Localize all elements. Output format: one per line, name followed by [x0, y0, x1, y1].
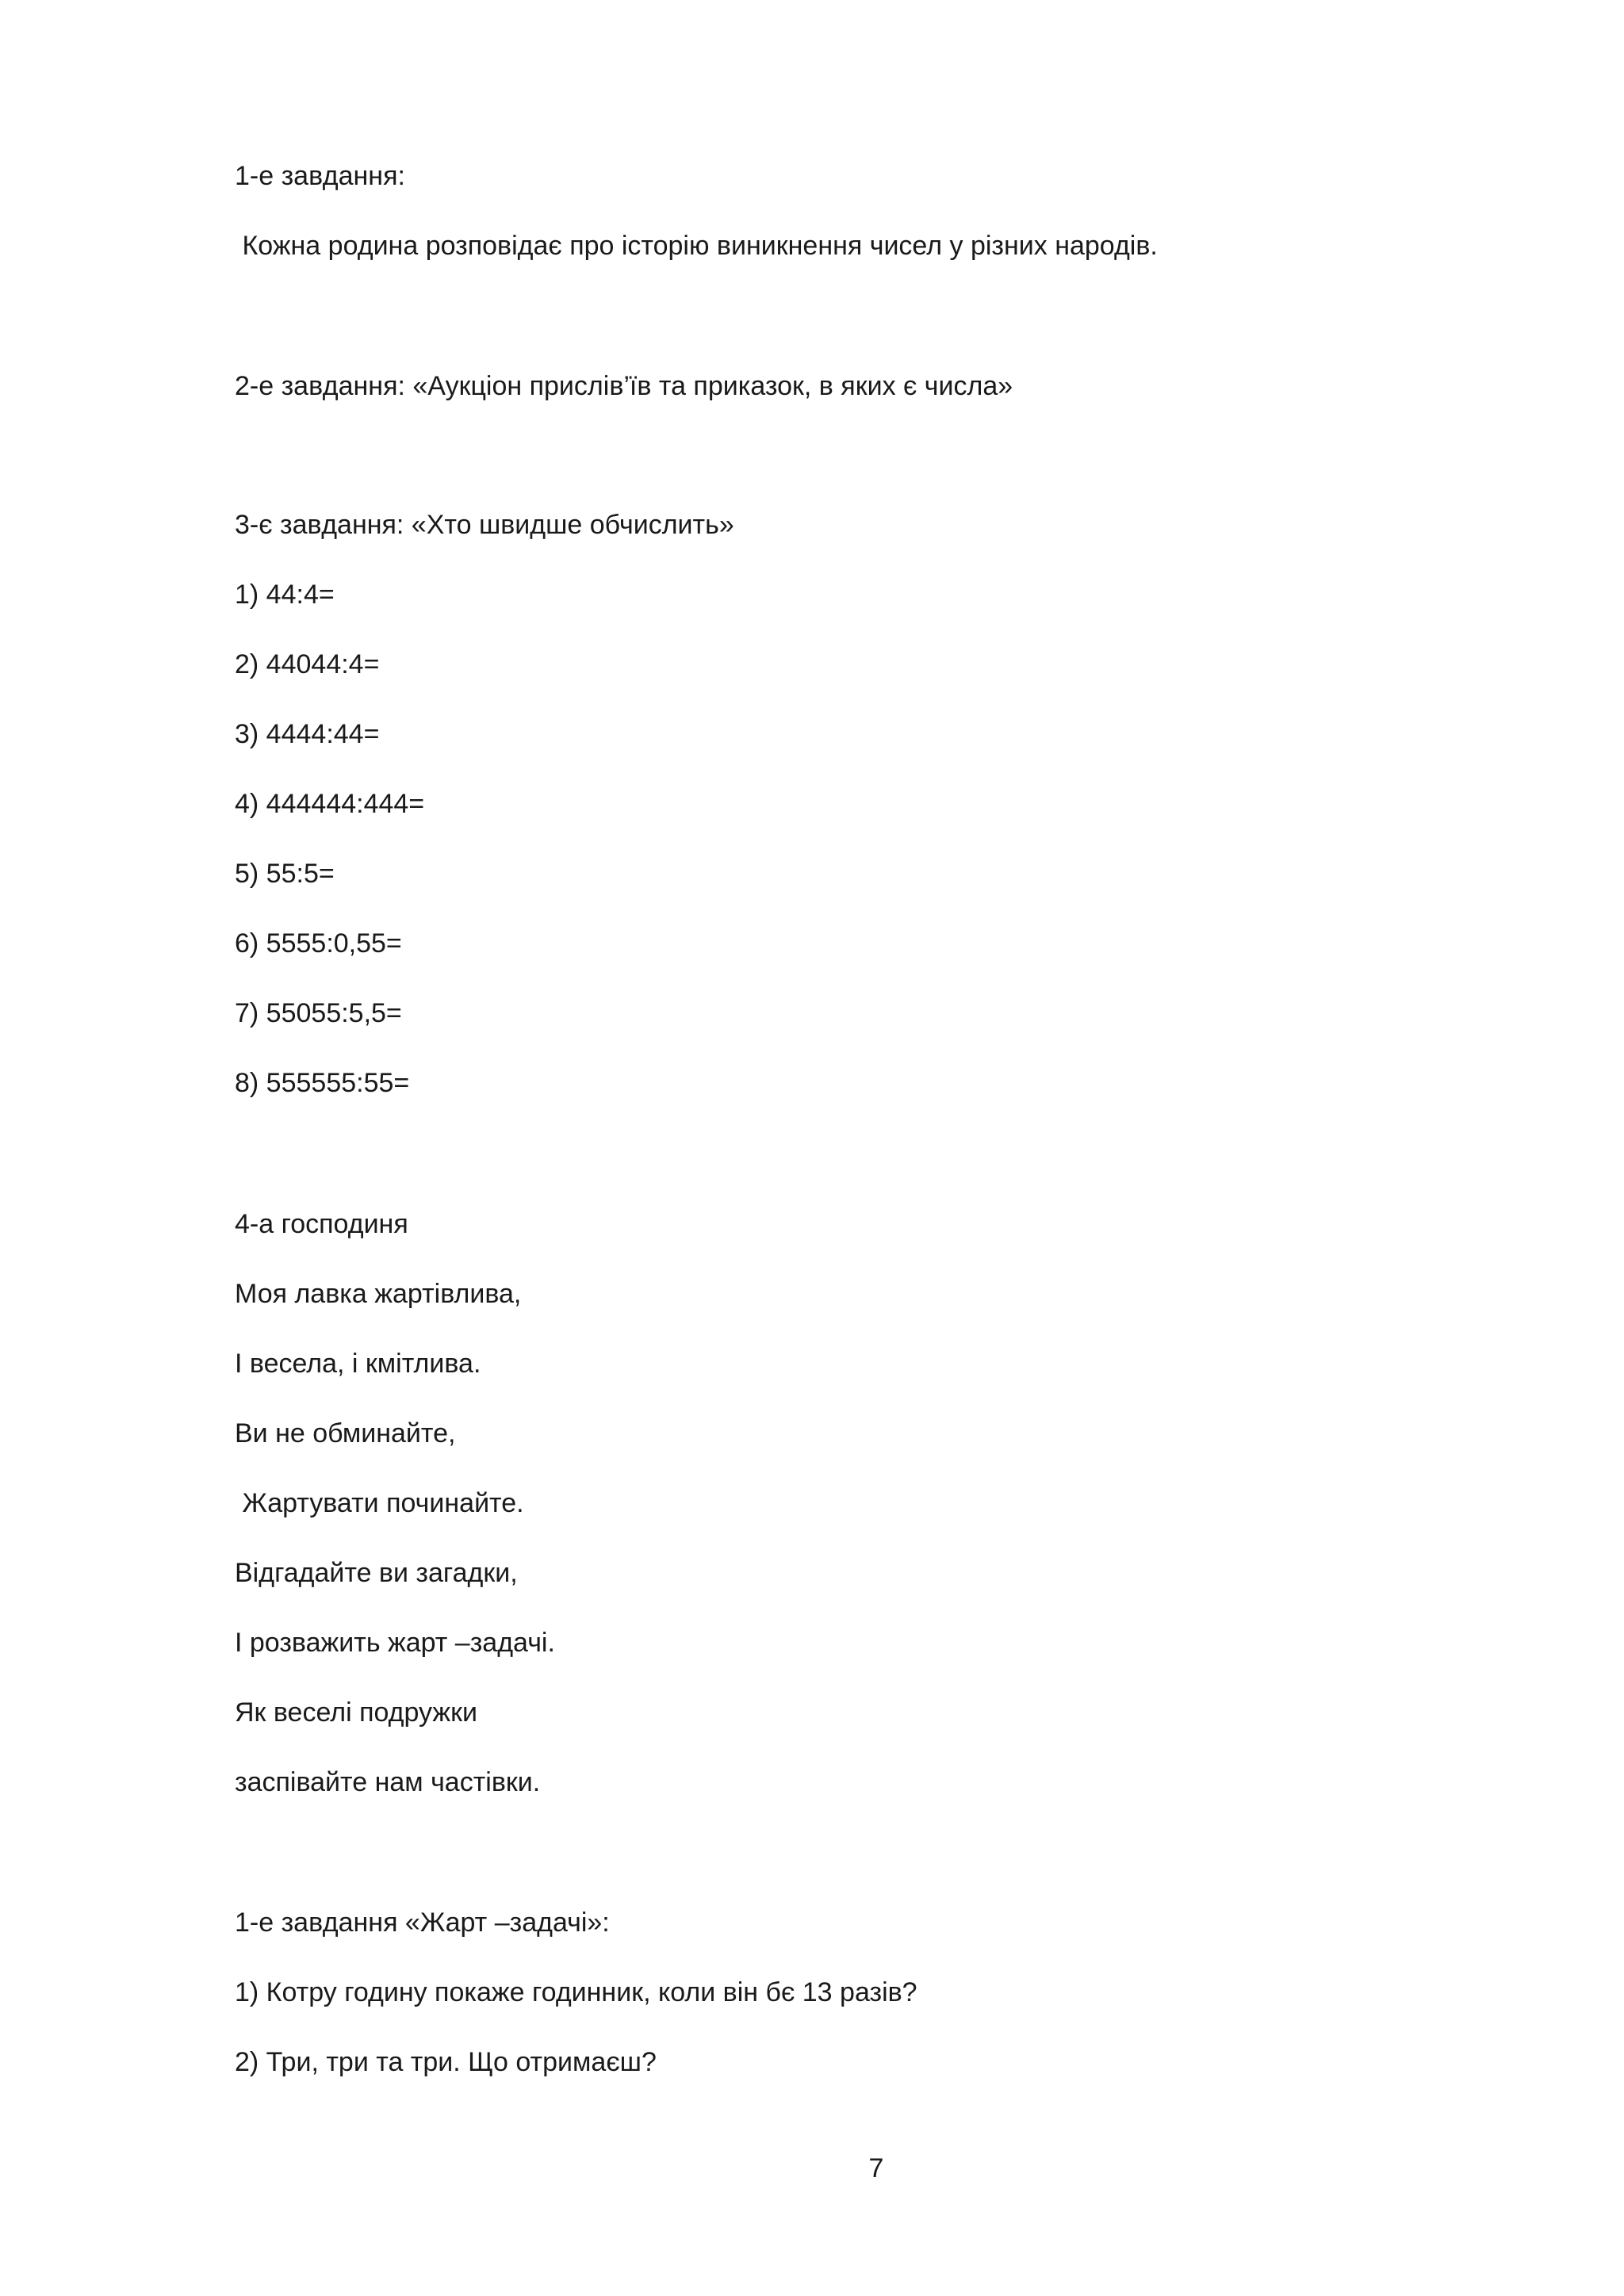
task-3-heading: 3-є завдання: «Хто швидше обчислить» — [235, 510, 734, 540]
exercise-6: 6) 5555:0,55= — [235, 928, 402, 959]
section-heading: 4-а господиня — [235, 1209, 408, 1239]
exercise-5: 5) 55:5= — [235, 859, 335, 889]
task-1-heading: 1-е завдання: — [235, 161, 405, 191]
task-1-text: Кожна родина розповідає про історію виникнення чисел у різних народів. — [235, 231, 1158, 261]
poem-line-1: Моя лавка жартівлива, — [235, 1279, 522, 1309]
poem-line-7: Як веселі подружки — [235, 1697, 478, 1728]
poem-line-2: І весела, і кмітлива. — [235, 1349, 481, 1379]
exercise-2: 2) 44044:4= — [235, 649, 380, 679]
exercise-3: 3) 4444:44= — [235, 719, 380, 749]
poem-line-6: І розважить жарт –задачі. — [235, 1628, 555, 1658]
joke-question-1: 1) Котру годину покаже годинник, коли він бє 13 разів? — [235, 1977, 917, 2007]
poem-line-8: заспівайте нам частівки. — [235, 1767, 541, 1797]
joke-question-2: 2) Три, три та три. Що отримаєш? — [235, 2047, 657, 2077]
poem-line-3: Ви не обминайте, — [235, 1418, 456, 1448]
exercise-4: 4) 444444:444= — [235, 789, 425, 819]
poem-line-4: Жартувати починайте. — [235, 1488, 524, 1518]
exercise-1: 1) 44:4= — [235, 580, 335, 610]
task-jokes-heading: 1-е завдання «Жарт –задачі»: — [235, 1908, 610, 1938]
poem-line-5: Відгадайте ви загадки, — [235, 1558, 518, 1588]
page-number: 7 — [868, 2153, 884, 2183]
task-2-heading: 2-е завдання: «Аукціон прислів’їв та приказок, в яких є числа» — [235, 371, 1013, 401]
exercise-7: 7) 55055:5,5= — [235, 998, 402, 1028]
exercise-8: 8) 555555:55= — [235, 1068, 410, 1098]
